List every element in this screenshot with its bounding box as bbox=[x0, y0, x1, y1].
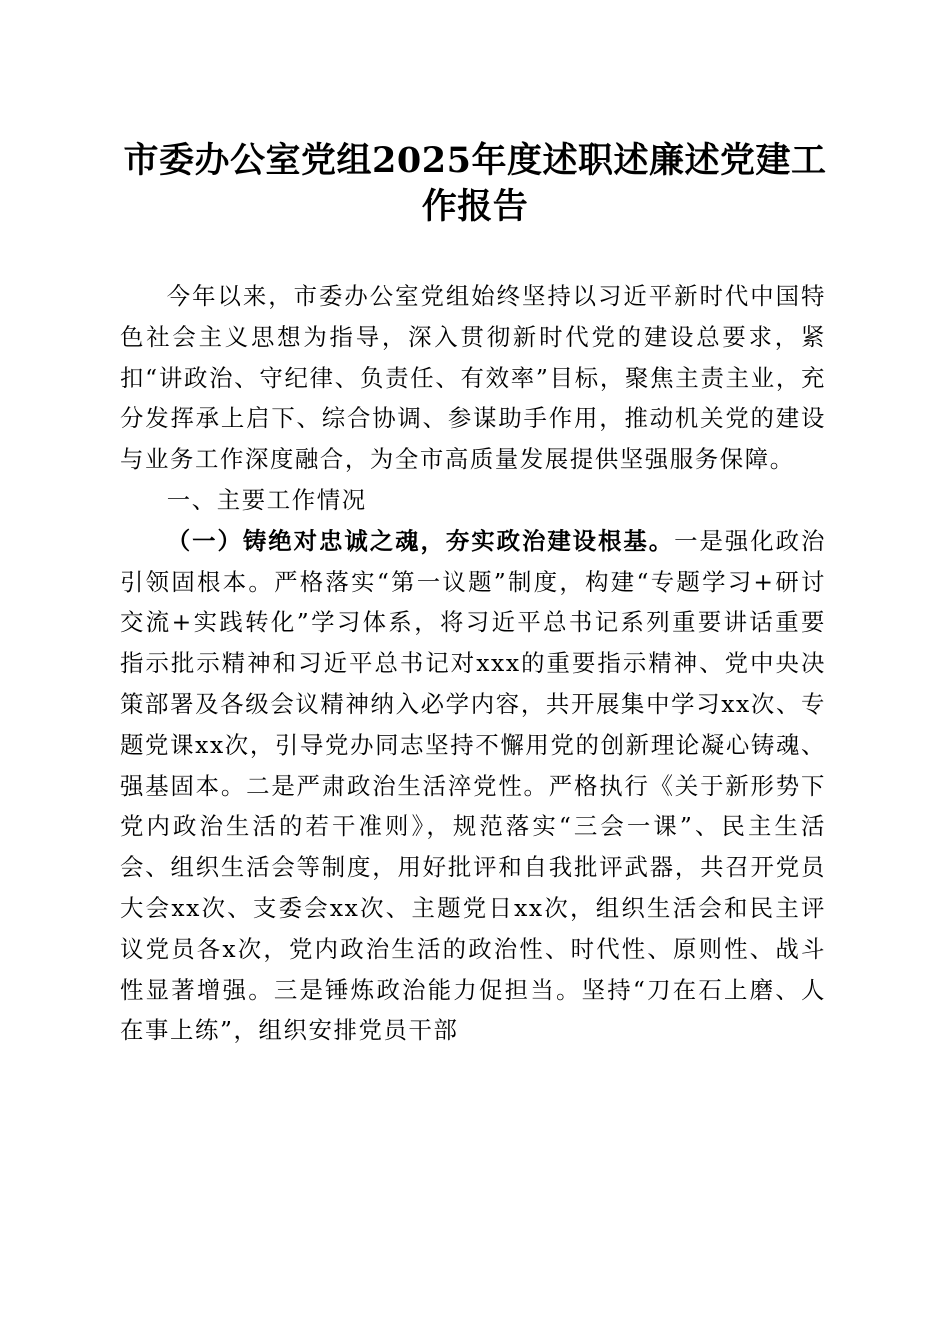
document-body bbox=[120, 276, 826, 1051]
section-heading: 一、主要工作情况 bbox=[166, 485, 367, 514]
document-title: 市委办公室党组2025年度述职述廉述党建工作报告 bbox=[123, 140, 827, 227]
subsection-paragraph bbox=[120, 521, 826, 1051]
subsection-body: 一是强化政治引领固根本。严格落实“第一议题”制度，构建“专题学习+研讨交流+实践转化”学习体系，将习近平总书记系列重要讲话重要指示批示精神和习近平总书记对xxx的重要指示精神、党中央决策部署及各级会议精神纳入必学内容，共开展集中学习xx次、专题党课xx次，引导党办同志坚持不懈用党的创新理论凝心铸魂、强基固本。二是严肃政治生活淬党性。严格执行《关于新形势下党内政治生活的若干准则》，规范落实“三会一课”、民主生活会、组织生活会等制度，用好批评和自我批评武器，共召开党员大会xx次、支委会xx次、主题党日xx次，组织生活会和民主评议党员各x次，党内政治生活的政治性、时代性、原则性、战斗性显著增强。三是锤炼政治能力促担当。坚持“刀在石上磨、人在事上练”，组织安排党员干部 bbox=[120, 526, 827, 1045]
subsection-lead: （一）铸绝对忠诚之魂，夯实政治建设根基。 bbox=[166, 526, 675, 555]
intro-paragraph: 今年以来，市委办公室党组始终坚持以习近平新时代中国特色社会主义思想为指导，深入贯彻新时代党的建设总要求，紧扣“讲政治、守纪律、负责任、有效率”目标，聚焦主责主业，充分发挥承上启下、综合协调、参谋助手作用，推动机关党的建设与业务工作深度融合，为全市高质量发展提供坚强服务保障。 bbox=[120, 282, 826, 474]
